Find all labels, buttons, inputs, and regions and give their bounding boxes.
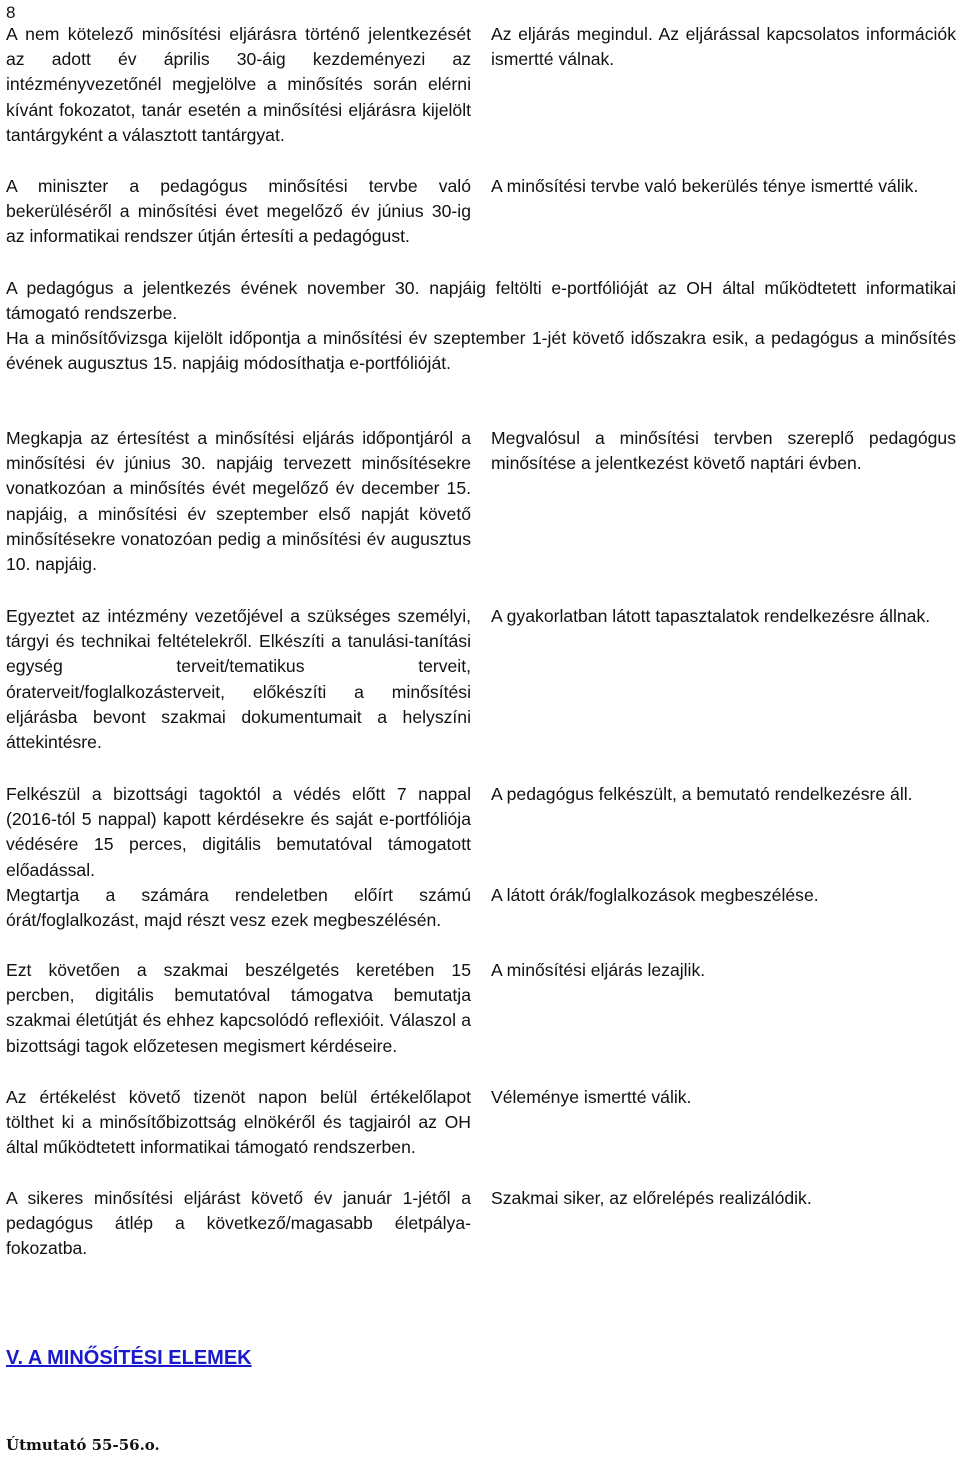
row-7-right: Szakmai siker, az előrelépés realizálódik. bbox=[491, 1188, 812, 1208]
row-7-left: A sikeres minősítési eljárást követő év január 1-jétől a pedagógus átlép a következő/magasabb életpálya-fokozatba. bbox=[6, 1188, 471, 1259]
row-2-right: A gyakorlatban látott tapasztalatok rendelkezésre állnak. bbox=[491, 606, 931, 626]
top-row-2-left: A miniszter a pedagógus minősítési tervbe való bekerüléséről a minősítési évet megelőző év június 30-ig az informatikai rendszer útján értesíti a pedagógust. bbox=[6, 176, 471, 247]
row-1-left: Megkapja az értesítést a minősítési eljárás időpontjáról a minősítési év június 30. napjáig tervezett minősítésekre vonatkozóan a minősítés évét megelőző év december 15. napjáig, a minősítési év szeptember első napját követő minősítésekre vonatozóan pedig a minősítési év augusztus 10. napjáig. bbox=[6, 428, 471, 575]
row-6-left: Az értékelést követő tizenöt napon belül értékelőlapot tölthet ki a minősítőbizottság elnökéről és tagjairól az OH által működtetett informatikai támogató rendszerben. bbox=[6, 1087, 471, 1158]
full-paragraph-2: Ha a minősítővizsga kijelölt időpontja a minősítési év szeptember 1-jét követő időszakra esik, a pedagógus a minősítés évének augusztus 15. napjáig módosíthatja e-portfólióját. bbox=[6, 328, 956, 374]
top-row-1-right: Az eljárás megindul. Az eljárással kapcsolatos információk ismertté válnak. bbox=[491, 24, 956, 70]
row-1-right: Megvalósul a minősítési tervben szereplő pedagógus minősítése a jelentkezést követő naptári évben. bbox=[491, 428, 956, 474]
full-paragraph-1: A pedagógus a jelentkezés évének november 30. napjáig feltölti e-portfólióját az OH által működtetett informatikai támogató rendszerbe. bbox=[6, 278, 956, 324]
row-3-left: Felkészül a bizottsági tagoktól a védés előtt 7 nappal (2016-tól 5 nappal) kapott kérdésekre és saját e-portfóliója védésére 15 perces, digitális bemutatóval támogatott előadással. bbox=[6, 784, 471, 880]
row-5-left: Ezt követően a szakmai beszélgetés keretében 15 percben, digitális bemutatóval támogatva bemutatja szakmai életútját és ehhez kapcsolódó reflexióit. Válaszol a bizottsági tagok előzetesen megismert kérdéseire. bbox=[6, 960, 471, 1056]
row-2-left: Egyeztet az intézmény vezetőjével a szükséges személyi, tárgyi és technikai feltételekről. Elkészíti a tanulási-tanítási egység terveit/tematikus terveit, óraterveit/foglalkozásterveit, előkészíti a minősítési eljárásba bevont szakmai dokumentumait a helyszíni áttekintésre. bbox=[6, 606, 471, 753]
top-row-1-left: A nem kötelező minősítési eljárásra történő jelentkezését az adott év április 30-áig kezdeményezi az intézményvezetőnél megjelölve a minősítés során elérni kívánt fokozatot, tanár esetén a minősítési eljárásra kijelölt tantárgyként a választott tantárgyat. bbox=[6, 24, 471, 145]
row-6-right: Véleménye ismertté válik. bbox=[491, 1087, 692, 1107]
row-4-left: Megtartja a számára rendeletben előírt számú órát/foglalkozást, majd részt vesz ezek megbeszélésén. bbox=[6, 885, 471, 931]
row-5-right: A minősítési eljárás lezajlik. bbox=[491, 960, 706, 980]
section-title: V. A MINŐSÍTÉSI ELEMEK bbox=[6, 1347, 252, 1369]
top-row-2-right: A minősítési tervbe való bekerülés ténye ismertté válik. bbox=[491, 176, 919, 196]
row-3-right: A pedagógus felkészült, a bemutató rendelkezésre áll. bbox=[491, 784, 913, 804]
page-number: 8 bbox=[6, 3, 16, 22]
footnote: Útmutató 55-56.o. bbox=[6, 1436, 160, 1454]
row-4-right: A látott órák/foglalkozások megbeszélése. bbox=[491, 885, 819, 905]
